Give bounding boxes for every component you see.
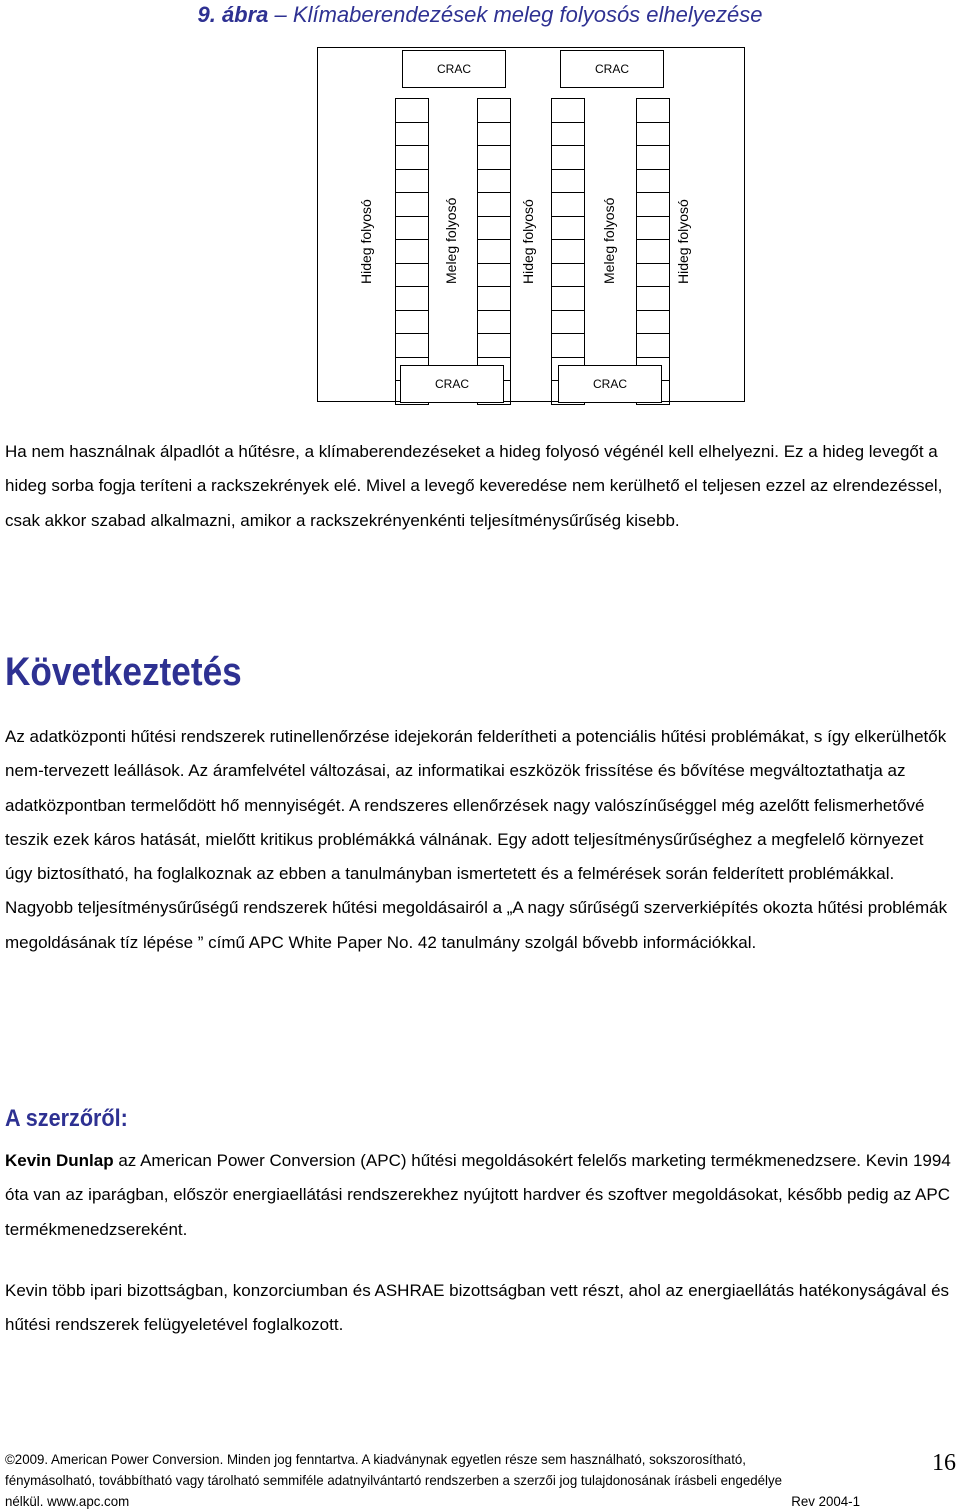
author-bio-paragraph: [5, 1144, 955, 1247]
author-bio-text: az American Power Conversion (APC) hűtési megoldásokért felelős marketing termékmenedzsere. Kevin 1994 óta van az iparágban, először energiaellátási rendszerekhez nyújtott hardver és szoftver megoldásokat, később pedig az APC termékmenedzsereként.: [5, 1151, 951, 1239]
aisle-label-5: Hideg folyosó: [675, 199, 691, 284]
rack-cabinet: [395, 123, 429, 147]
rack-cabinet: [636, 334, 670, 358]
rack-row-2: [477, 98, 511, 405]
rack-cabinet: [395, 146, 429, 170]
author-name: Kevin Dunlap: [5, 1151, 114, 1170]
rack-cabinet: [395, 264, 429, 288]
rack-row-1: [395, 98, 429, 405]
aisle-label-1: Hideg folyosó: [358, 199, 374, 284]
rack-cabinet: [636, 98, 670, 123]
aisle-label-2: Meleg folyosó: [443, 197, 459, 284]
rack-cabinet: [395, 334, 429, 358]
copyright-footer: [5, 1449, 860, 1512]
rack-cabinet: [636, 240, 670, 264]
crac-unit-bottom-right: CRAC: [558, 365, 662, 403]
aisle-label-4: Meleg folyosó: [601, 197, 617, 284]
rack-cabinet: [551, 123, 585, 147]
footer-revision: Rev 2004-1: [791, 1493, 860, 1509]
footer-line-1: ©2009. American Power Conversion. Minden jog fenntartva. A kiadványnak egyetlen része sem használható, sokszorosítható,: [5, 1451, 746, 1467]
rack-cabinet: [395, 311, 429, 335]
rack-cabinet: [551, 240, 585, 264]
footer-line-2: fénymásolható, továbbítható vagy tárolható semmiféle adatnyilvántartó rendszerben a szerzői jog tulajdonosának írásbeli engedélye: [5, 1472, 783, 1488]
rack-cabinet: [551, 98, 585, 123]
crac-unit-bottom-left: CRAC: [400, 365, 504, 403]
rack-row-3: [551, 98, 585, 405]
rack-cabinet: [636, 311, 670, 335]
rack-cabinet: [551, 264, 585, 288]
rack-cabinet: [551, 217, 585, 241]
rack-cabinet: [636, 170, 670, 194]
aisle-layout-diagram: [317, 47, 745, 402]
rack-cabinet: [551, 311, 585, 335]
crac-unit-top-right: CRAC: [560, 50, 664, 88]
rack-cabinet: [551, 334, 585, 358]
rack-cabinet: [636, 193, 670, 217]
rack-cabinet: [636, 146, 670, 170]
rack-cabinet: [551, 146, 585, 170]
rack-cabinet: [477, 170, 511, 194]
rack-cabinet: [395, 287, 429, 311]
rack-row-4: [636, 98, 670, 405]
rack-cabinet: [477, 240, 511, 264]
rack-cabinet: [477, 98, 511, 123]
intro-paragraph: Ha nem használnak álpadlót a hűtésre, a klímaberendezéseket a hideg folyosó végénél kell elhelyezni. Ez a hideg levegőt a hideg sorba fogja teríteni a rackszekrények elé. Mivel a levegő keveredése nem kerülhető el teljesen ezzel az elrendezéssel, csak akkor szabad alkalmazni, amikor a rackszekrényenkénti teljesítménysűrűség kisebb.: [5, 442, 943, 530]
rack-cabinet: [636, 287, 670, 311]
author-heading: A szerzőről:: [5, 1105, 128, 1132]
rack-cabinet: [477, 311, 511, 335]
figure-title: 9. ábra – Klímaberendezések meleg folyosós elhelyezése: [197, 2, 763, 27]
rack-cabinet: [477, 146, 511, 170]
rack-cabinet: [395, 193, 429, 217]
rack-cabinet: [636, 217, 670, 241]
conclusion-heading: Következtetés: [5, 650, 242, 694]
rack-cabinet: [395, 240, 429, 264]
rack-cabinet: [477, 217, 511, 241]
figure-number: 9. ábra: [197, 2, 269, 27]
rack-cabinet: [395, 170, 429, 194]
rack-cabinet: [395, 217, 429, 241]
footer-line-3: nélkül. www.apc.com: [5, 1493, 130, 1509]
author-committees-paragraph: Kevin több ipari bizottságban, konzorciumban és ASHRAE bizottságban vett részt, ahol az energiaellátás hatékonyságával és hűtési rendszerek felügyeletével foglalkozott.: [5, 1281, 950, 1335]
rack-cabinet: [477, 334, 511, 358]
rack-cabinet: [477, 264, 511, 288]
rack-cabinet: [551, 193, 585, 217]
rack-cabinet: [551, 287, 585, 311]
rack-cabinet: [551, 170, 585, 194]
rack-cabinet: [636, 264, 670, 288]
rack-cabinet: [477, 287, 511, 311]
aisle-label-3: Hideg folyosó: [520, 199, 536, 284]
rack-cabinet: [636, 123, 670, 147]
rack-cabinet: [395, 98, 429, 123]
conclusion-paragraph: Az adatközponti hűtési rendszerek rutinellenőrzése idejekorán felderítheti a potenciális hűtési problémákat, s így elkerülhetők nem-tervezett leállások. Az áramfelvétel változásai, az informatikai eszközök frissítése és bővítése megváltoztathatja az adatközpontban termelődött hő mennyiségét. A rendszeres ellenőrzések nagy valószínűséggel még azelőtt felismerhetővé teszik ezek káros hatását, mielőtt kritikus problémákká válnának. Egy adott teljesítménysűrűséghez a megfelelő környezet úgy biztosítható, ha foglalkoznak az ebben a tanulmányban ismertetett és a felmérések során felderített problémákkal. Nagyobb teljesítménysűrűségű rendszerek hűtési megoldásairól a „A nagy sűrűségű szerverkiépítés okozta hűtési problémák megoldásának tíz lépése ” című APC White Paper No. 42 tanulmány szolgál bővebb információkkal.: [5, 727, 948, 952]
crac-unit-top-left: CRAC: [402, 50, 506, 88]
rack-cabinet: [477, 123, 511, 147]
figure-caption: Klímaberendezések meleg folyosós elhelyezése: [292, 2, 763, 27]
page-number: 16: [932, 1450, 956, 1476]
rack-cabinet: [477, 193, 511, 217]
